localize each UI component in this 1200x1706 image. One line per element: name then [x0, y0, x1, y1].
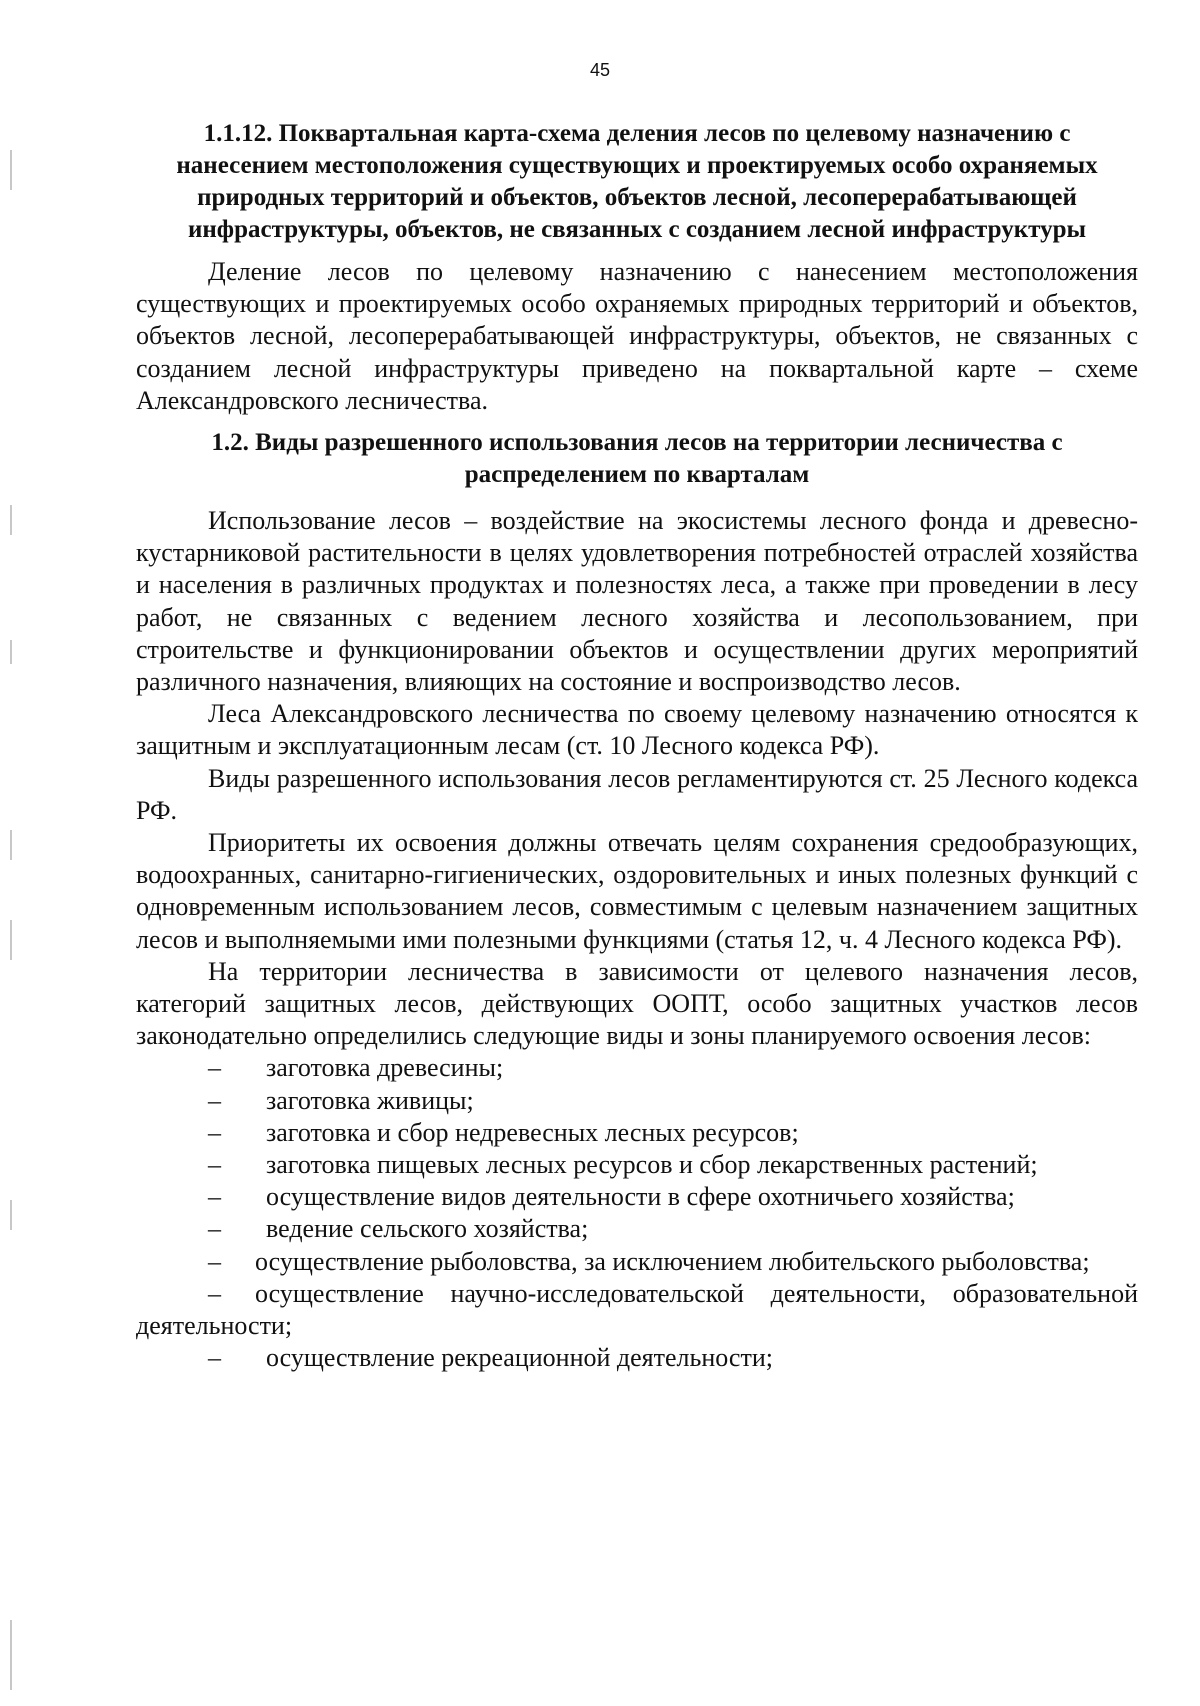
- list-dash: –: [208, 1117, 221, 1147]
- list-item: [136, 1213, 1138, 1245]
- list-item: [136, 1342, 1138, 1374]
- list-item-text: ведение сельского хозяйства;: [266, 1214, 589, 1244]
- list-dash: –: [208, 1150, 221, 1180]
- list-dash: –: [208, 1246, 221, 1276]
- list-item-text: заготовка пищевых лесных ресурсов и сбор лекарственных растений;: [266, 1150, 1038, 1180]
- list-item-text: заготовка древесины;: [266, 1053, 504, 1083]
- paragraph-forest-division: Деление лесов по целевому назначению с нанесением местоположения существующих и проектируемых особо охраняемых природных территорий и объектов, объектов лесной, лесоперерабатывающей инфраструктуры, объектов, не связанных с созданием лесной инфраструктуры приведено на поквартальной карте – схеме Александровского лесничества.: [136, 257, 1138, 415]
- paragraph-permitted-uses: Виды разрешенного использования лесов регламентируются ст. 25 Лесного кодекса РФ.: [136, 763, 1138, 825]
- scan-edge-mark: [10, 1200, 12, 1230]
- list-item-text: заготовка живицы;: [266, 1085, 474, 1115]
- list-dash: –: [208, 1214, 221, 1244]
- list-item: [136, 1117, 1138, 1149]
- list-dash: –: [208, 1278, 221, 1308]
- document-body: [136, 118, 1138, 1375]
- paragraph-planned-zones: На территории лесничества в зависимости от целевого назначения лесов, категорий защитных лесов, действующих ООПТ, особо защитных участков лесов законодательно определились следующие виды и зоны планируемого освоения лесов:: [136, 956, 1138, 1051]
- list-item: [136, 1052, 1138, 1084]
- scan-edge-mark: [10, 830, 12, 860]
- scan-edge-mark: [10, 640, 12, 664]
- list-dash: –: [208, 1053, 221, 1083]
- list-item: [136, 1278, 1138, 1342]
- list-dash: –: [208, 1343, 221, 1373]
- list-item-text: осуществление рыболовства, за исключением любительского рыболовства;: [255, 1246, 1090, 1276]
- list-item: [136, 1085, 1138, 1117]
- list-item-text: осуществление научно-исследовательской деятельности, образовательной деятельности;: [136, 1278, 1138, 1341]
- scan-edge-mark: [10, 1620, 12, 1690]
- list-item: [136, 1246, 1138, 1278]
- list-item-text: заготовка и сбор недревесных лесных ресурсов;: [266, 1117, 799, 1147]
- section-heading-1-1-12: 1.1.12. Поквартальная карта-схема деления лесов по целевому назначению с нанесением местоположения существующих и проектируемых особо охраняемых природных территорий и объектов, объектов лесной, лесоперерабатывающей инфраструктуры, объектов, не связанных с созданием лесной инфраструктуры: [176, 120, 1098, 243]
- list-item: [136, 1181, 1138, 1213]
- paragraph-forest-purpose: Леса Александровского лесничества по своему целевому назначению относятся к защитным и эксплуатационным лесам (ст. 10 Лесного кодекса РФ).: [136, 699, 1138, 761]
- list-item-text: осуществление рекреационной деятельности;: [266, 1343, 773, 1373]
- list-item-text: осуществление видов деятельности в сфере охотничьего хозяйства;: [266, 1182, 1015, 1212]
- scan-edge-mark: [10, 150, 12, 190]
- scan-edge-mark: [10, 920, 12, 960]
- list-dash: –: [208, 1085, 221, 1115]
- section-heading-1-2: 1.2. Виды разрешенного использования лесов на территории лесничества с распределением по кварталам: [211, 429, 1063, 489]
- list-dash: –: [208, 1182, 221, 1212]
- paragraph-forest-use-definition: Использование лесов – воздействие на экосистемы лесного фонда и древесно-кустарниковой растительности в целях удовлетворения потребностей отраслей хозяйства и населения в различных продуктах и полезностях леса, а также при проведении в лесу работ, не связанных с ведением лесного хозяйства и лесопользованием, при строительстве и функционировании объектов и осуществлении других мероприятий различного назначения, влияющих на состояние и воспроизводство лесов.: [136, 506, 1138, 697]
- scan-edge-mark: [10, 505, 12, 535]
- paragraph-priorities: Приоритеты их освоения должны отвечать целям сохранения средообразующих, водоохранных, санитарно-гигиенических, оздоровительных и иных полезных функций с одновременным использованием лесов, совместимым с целевым назначением защитных лесов и выполняемыми ими полезными функциями (статья 12, ч. 4 Лесного кодекса РФ).: [136, 828, 1138, 954]
- permitted-uses-list: [136, 1052, 1138, 1374]
- page-number: 45: [589, 60, 611, 80]
- list-item: [136, 1149, 1138, 1181]
